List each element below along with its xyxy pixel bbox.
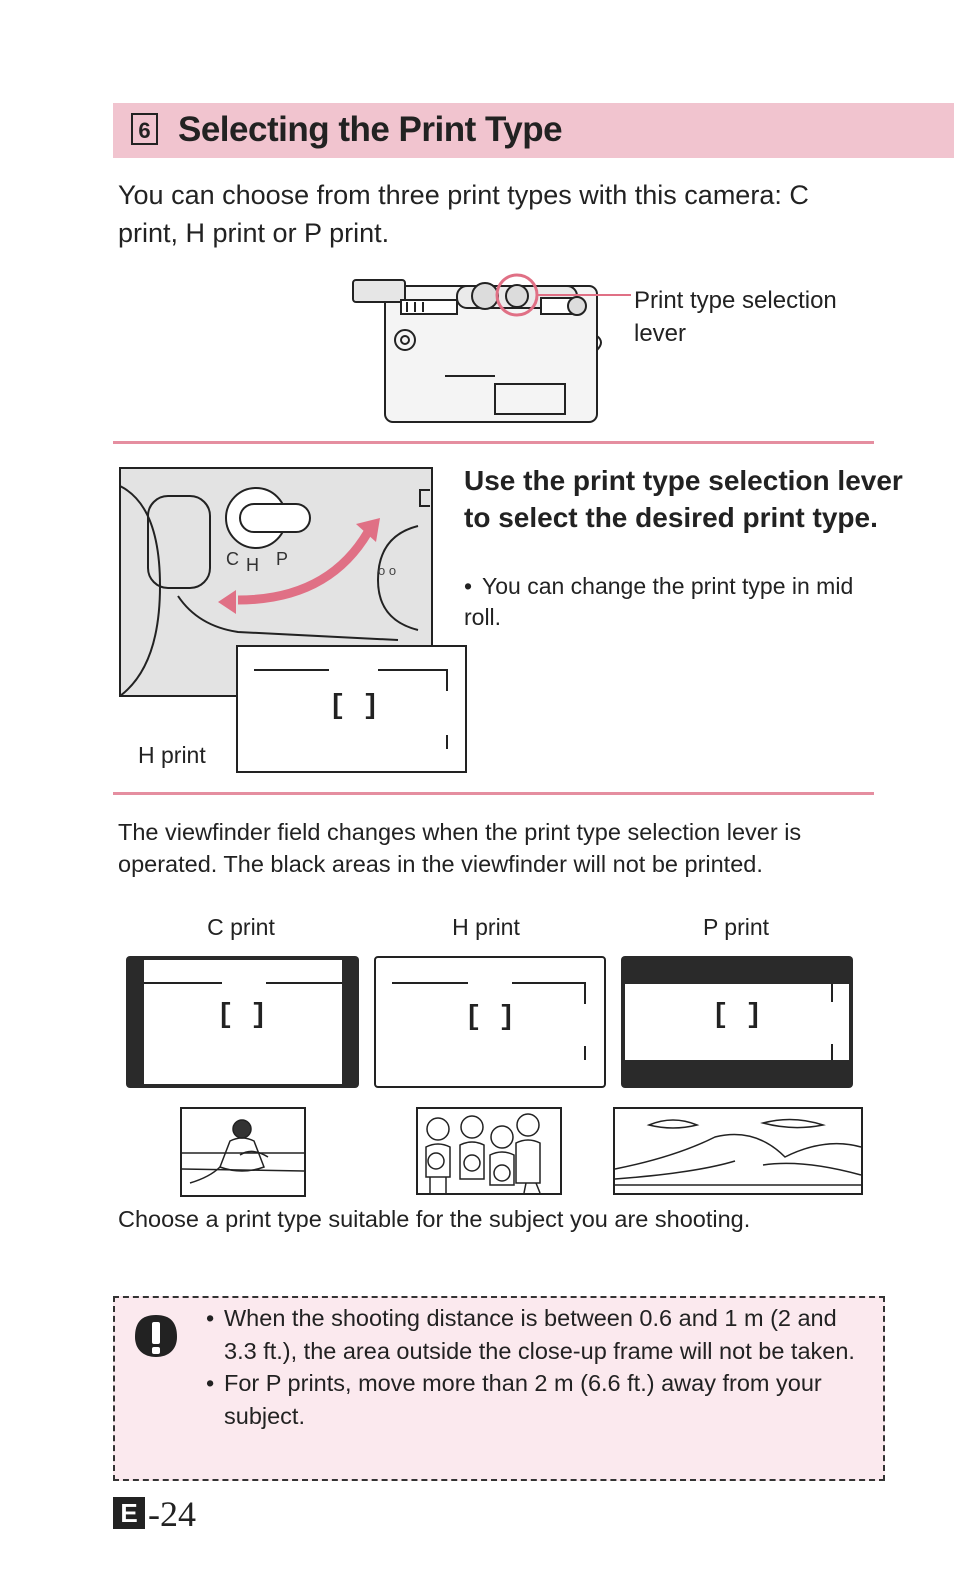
step-heading: Use the print type selection lever to select the desired print type. [464, 465, 903, 533]
c-print-label: C print [207, 914, 275, 940]
choose-print-type-text: Choose a print type suitable for the subject you are shooting. [118, 1206, 751, 1232]
lever-callout: Print type selection lever [634, 287, 837, 347]
section-number: 6 [131, 113, 158, 145]
step-note: • You can change the print type in mid roll. [464, 573, 854, 630]
caution-item-p-print: • For P prints, move more than 2 m (6.6 ft.) away from your subject. [206, 1367, 866, 1432]
p-print-viewfinder [621, 956, 853, 1088]
h-print-viewfinder [374, 956, 606, 1088]
af-bracket: [ ] [464, 1002, 516, 1033]
p-print-label: P print [702, 914, 770, 940]
camera-top-illustration [345, 266, 635, 428]
lever-letter-h: H [246, 555, 259, 575]
caution-list [206, 1302, 866, 1432]
af-bracket: [ ] [711, 1000, 763, 1031]
af-bracket: [ ] [216, 1000, 268, 1031]
divider-rule [113, 441, 874, 444]
af-bracket: [ ] [328, 691, 380, 722]
page-number: -24 [148, 1494, 196, 1534]
lever-letter-p: P [276, 549, 289, 569]
h-print-example-label: H print [138, 742, 206, 768]
caution-item-distance: • When the shooting distance is between 0.6 and 1 m (2 and 3.3 ft.), the area outside the close-up frame will not be taken. [206, 1302, 866, 1367]
viewfinder-paragraph: The viewfinder field changes when the print type selection lever is operated. The black areas in the viewfinder will not be printed. [118, 819, 802, 877]
lever-letter-c: C [226, 549, 239, 569]
page-language-badge: E [113, 1497, 145, 1529]
group-sample-image [416, 1107, 562, 1195]
section-title: Selecting the Print Type [178, 110, 563, 149]
divider-rule [113, 792, 874, 795]
landscape-sample-image [613, 1107, 863, 1195]
h-print-label: H print [452, 914, 520, 940]
intro-text: You can choose from three print types with this camera: C print, H print or P print. [118, 180, 809, 248]
portrait-sample-image [180, 1107, 306, 1197]
svg-text:o o: o o [378, 563, 397, 578]
h-print-example-frame [236, 645, 467, 773]
c-print-viewfinder [126, 956, 359, 1088]
caution-icon [133, 1313, 179, 1359]
step-note-text: You can change the print type in mid roll. [464, 573, 854, 630]
